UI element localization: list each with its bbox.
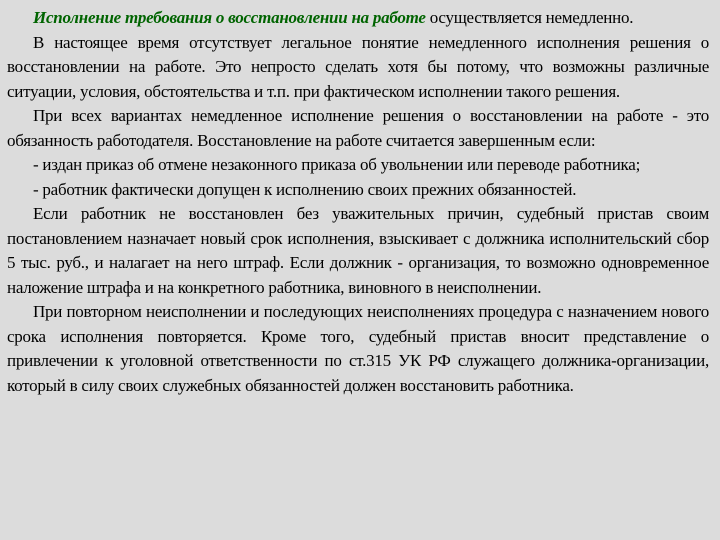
paragraph-repeated-failure: При повторном неисполнении и последующих неисполнениях процедура с назначением нового срока исполнения повторяется. Кроме того, судебный пристав вносит представление о привлечении к уголовной ответственности по ст.315 УК РФ служащего должника-организации, который в силу своих служебных обязанностей должен восстановить работника. [7, 302, 709, 395]
paragraph-employer-duty: При всех вариантах немедленное исполнение решения о восстановлении на работе - это обязанность работодателя. Восстановление на работе считается завершенным если: [7, 106, 709, 150]
emphasized-heading-text: Исполнение требования о восстановлении на работе [33, 8, 426, 27]
list-item-employee-admitted: - работник фактически допущен к исполнению своих прежних обязанностей. [33, 179, 577, 199]
paragraph-bailiff-measures: Если работник не восстановлен без уважительных причин, судебный пристав своим постановлением назначает новый срок исполнения, взыскивает с должника исполнительский сбор 5 тыс. руб., и налагает на него штраф. Если должник - организация, то возможно одновременное наложение штрафа и на конкретного работника, виновного в неисполнении. [7, 204, 709, 297]
paragraph-intro [7, 6, 709, 31]
document-body [7, 6, 709, 398]
paragraph-text: осуществляется немедленно. [425, 8, 634, 27]
paragraph-legal-concept: В настоящее время отсутствует легальное понятие немедленного исполнения решения о восстановлении на работе. Это непросто сделать хотя бы потому, что возможны различные ситуации, условия, обстоятельства и т.п. при фактическом исполнении такого решения. [7, 32, 709, 101]
list-item-order-cancelled: - издан приказ об отмене незаконного приказа об увольнении или переводе работника; [33, 155, 641, 174]
